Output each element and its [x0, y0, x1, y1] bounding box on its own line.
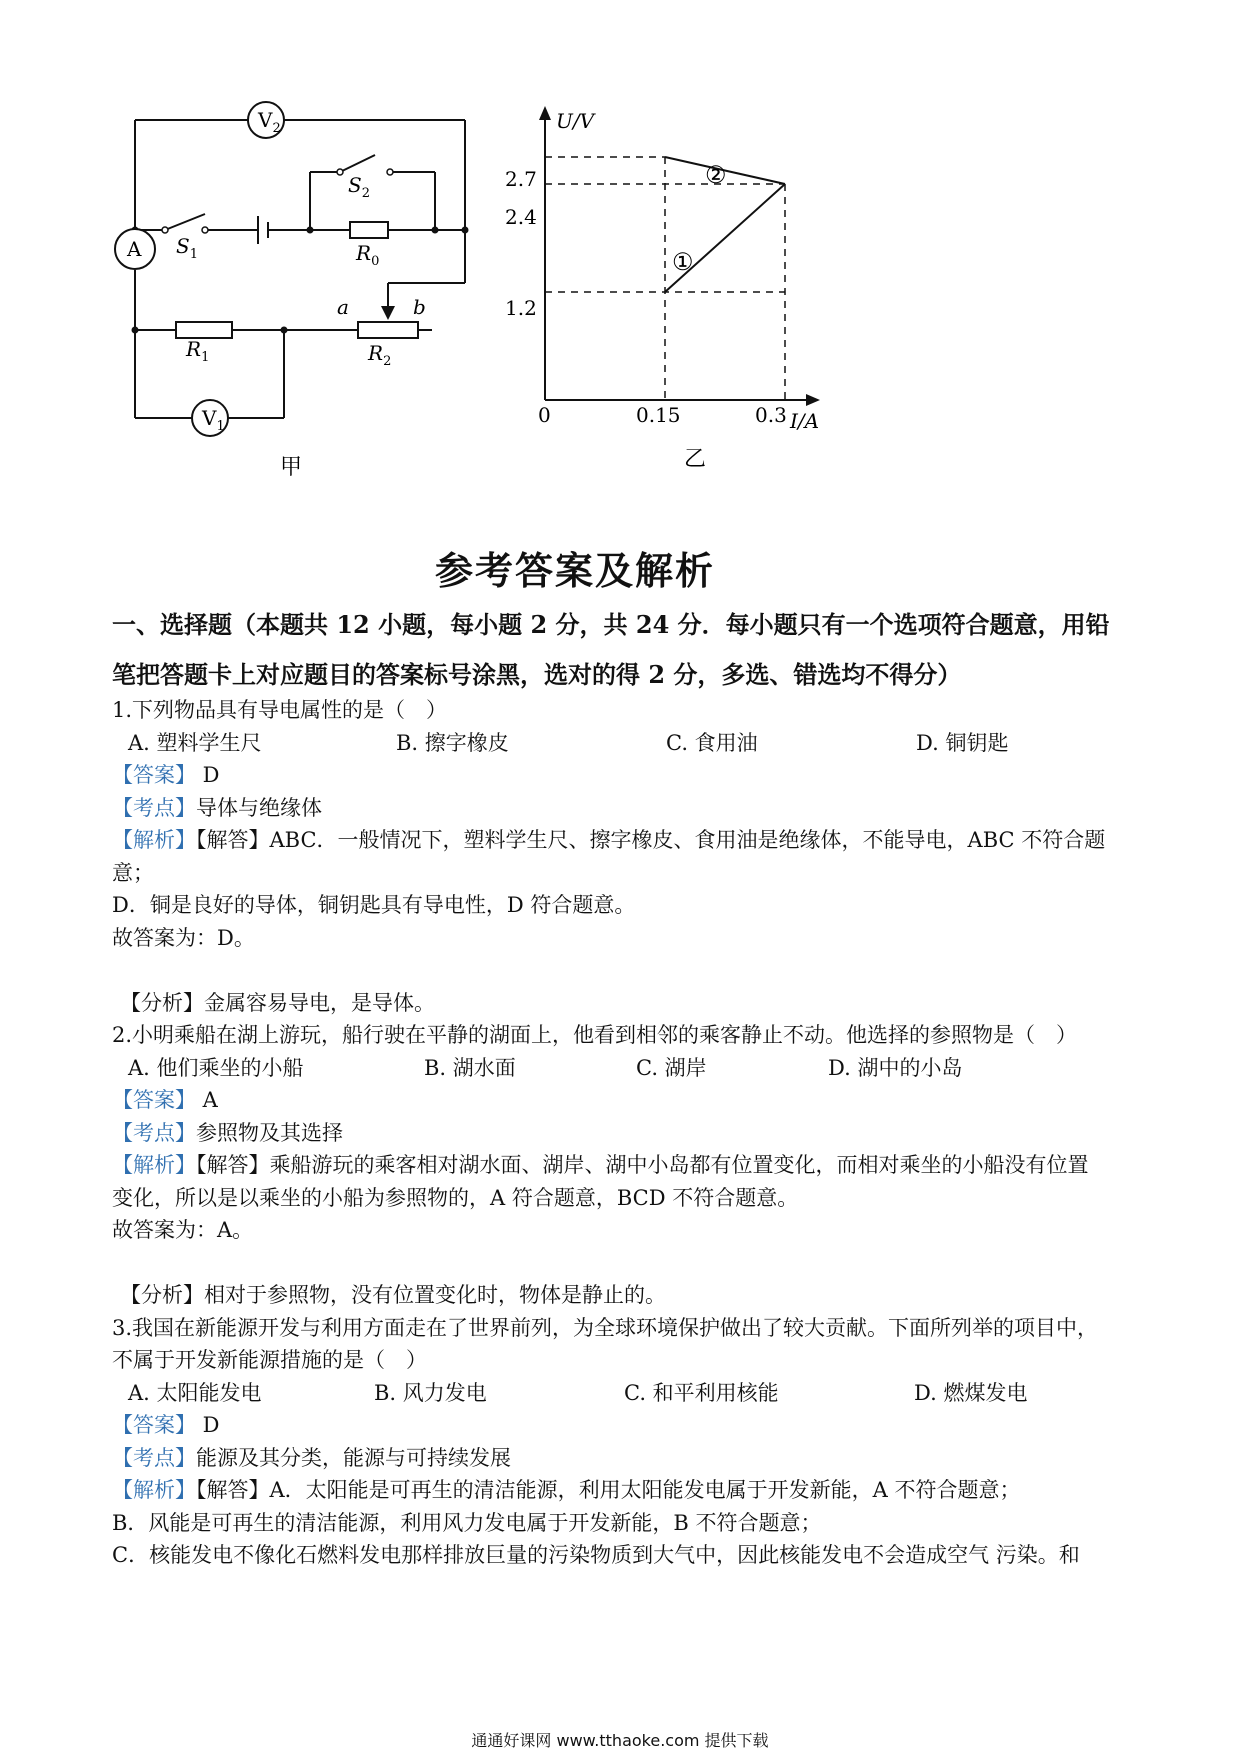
spacer [112, 954, 1132, 987]
conclusion-line: 故答案为：A。 [112, 1218, 254, 1242]
junction-dot [281, 327, 288, 334]
section-heading-line: 一、选择题（本题共 12 小题，每小题 2 分，共 24 分．每小题只有一个选项符合题意，用铅 [112, 610, 1110, 639]
answer-value: A [196, 1088, 218, 1112]
question-2-stem: 2.小明乘船在湖上游玩，船行驶在平静的湖面上，他看到相邻的乘客静止不动。他选择的参照物是（ ） [112, 1023, 1078, 1047]
switch-s1-contact [202, 227, 208, 233]
resistor-r2 [358, 322, 418, 338]
fenxi-line: 【分析】金属容易导电，是导体。 [120, 990, 435, 1015]
r1-label: $R_1$ [186, 337, 210, 365]
point-value: 参照物及其选择 [196, 1120, 343, 1145]
question-2-point [112, 1117, 1132, 1150]
question-1-analysis [112, 824, 1132, 857]
analysis-line: 变化，所以是以乘坐的小船为参照物的，A 符合题意，BCD 不符合题意。 [112, 1185, 799, 1210]
y-axis-label: U/V [556, 109, 595, 133]
switch-s2-contact [387, 169, 393, 175]
option-c: C. 湖岸 [636, 1055, 707, 1080]
option-b: B. 湖水面 [424, 1055, 516, 1080]
v2-label: $V_2$ [258, 108, 281, 136]
r2-label: $R_2$ [368, 341, 392, 369]
circuit-diagram [135, 120, 465, 418]
spacer [112, 1247, 1132, 1280]
resistor-r0 [350, 222, 388, 238]
question-3-answer [112, 1409, 1132, 1442]
resistor-r1 [176, 322, 232, 338]
junction-dot [132, 327, 139, 334]
answer-tag: 【答案】 [112, 763, 196, 787]
junction-dot [307, 227, 314, 234]
question-2-options [112, 1052, 1132, 1085]
option-d: D. 铜钥匙 [916, 730, 1009, 755]
r0-label: $R_0$ [356, 241, 380, 269]
series-label-2: ② [705, 161, 727, 189]
series-label-1: ① [672, 248, 694, 276]
conclusion-line: 故答案为：D。 [112, 925, 255, 950]
analysis-text: 【解答】ABC．一般情况下，塑料学生尺、擦字橡皮、食用油是绝缘体，不能导电，ABC 不符合题 [196, 828, 1106, 852]
x-tick-label: 0.3 [755, 403, 787, 427]
analysis-tag: 【解析】 [112, 1478, 196, 1502]
option-a: A. 太阳能发电 [128, 1380, 262, 1405]
y-axis-arrow [539, 106, 551, 120]
answer-content [112, 694, 1132, 1572]
option-c: C. 食用油 [666, 730, 758, 755]
option-a: A. 他们乘坐的小船 [128, 1055, 304, 1080]
point-tag: 【考点】 [112, 1445, 196, 1470]
caption-jia: 甲 [280, 455, 303, 480]
switch-s1-contact [162, 227, 168, 233]
point-value: 能源及其分类，能源与可持续发展 [196, 1445, 511, 1470]
point-tag: 【考点】 [112, 795, 196, 820]
junction-dot [432, 227, 439, 234]
s2-label: $S_2$ [348, 173, 370, 201]
option-a: A. 塑料学生尺 [128, 730, 262, 755]
analysis-line: D．铜是良好的导体，铜钥匙具有导电性，D 符合题意。 [112, 893, 636, 917]
y-tick-label: 1.2 [505, 296, 537, 320]
answer-value: D [196, 763, 220, 787]
ammeter-label: A [127, 237, 142, 261]
question-2-answer [112, 1084, 1132, 1117]
v1-label: $V_1$ [202, 406, 225, 434]
analysis-tag: 【解析】 [112, 1153, 196, 1177]
answer-tag: 【答案】 [112, 1413, 196, 1437]
page-footer: 通通好课网 www.tthaoke.com 提供下载 [471, 1731, 769, 1750]
question-1-options [112, 727, 1132, 760]
section-heading [112, 600, 1122, 700]
y-tick-label: 2.7 [505, 167, 537, 191]
option-b: B. 风力发电 [374, 1380, 487, 1405]
point-tag: 【考点】 [112, 1120, 196, 1145]
terminal-a-label: a [337, 295, 349, 319]
junction-dot [462, 227, 469, 234]
question-3-stem: 不属于开发新能源措施的是（ ） [112, 1348, 427, 1372]
origin-label: 0 [538, 403, 551, 427]
question-3-stem: 3.我国在新能源开发与利用方面走在了世界前列，为全球环境保护做出了较大贡献。下面所列举的项目中， [112, 1315, 1099, 1340]
y-tick-label: 2.4 [505, 205, 537, 229]
answer-value: D [196, 1413, 220, 1437]
question-1-point [112, 792, 1132, 825]
question-3-options [112, 1377, 1132, 1410]
fenxi-line: 【分析】相对于参照物，没有位置变化时，物体是静止的。 [120, 1283, 666, 1307]
analysis-text: 【解答】A．太阳能是可再生的清洁能源，利用太阳能发电属于开发新能，A 不符合题意； [196, 1478, 1021, 1502]
figures [0, 0, 1240, 490]
analysis-line: 意； [112, 860, 154, 885]
section-heading-line: 笔把答题卡上对应题目的答案标号涂黑，选对的得 2 分，多选、错选均不得分） [112, 660, 962, 689]
question-1-stem: 1.下列物品具有导电属性的是（ ） [112, 698, 448, 722]
x-tick-label: 0.15 [636, 403, 681, 427]
s1-label: $S_1$ [176, 234, 198, 262]
analysis-line: C．核能发电不像化石燃料发电那样排放巨量的污染物质到大气中，因此核能发电不会造成空气 污染。和 [112, 1543, 1080, 1567]
page-title: 参考答案及解析 [434, 548, 715, 593]
terminal-b-label: b [413, 295, 426, 319]
x-axis-arrow [806, 394, 820, 406]
question-3-point [112, 1442, 1132, 1475]
figures-svg [0, 0, 1240, 490]
question-3-analysis [112, 1474, 1132, 1507]
guide-lines [545, 157, 785, 400]
analysis-line: B．风能是可再生的清洁能源，利用风力发电属于开发新能，B 不符合题意； [112, 1510, 822, 1535]
option-d: D. 湖中的小岛 [828, 1055, 963, 1080]
option-c: C. 和平利用核能 [624, 1380, 779, 1405]
analysis-text: 【解答】乘船游玩的乘客相对湖水面、湖岸、湖中小岛都有位置变化，而相对乘坐的小船没有位置 [196, 1153, 1089, 1177]
analysis-tag: 【解析】 [112, 828, 196, 852]
caption-yi: 乙 [684, 447, 707, 472]
question-1-answer [112, 759, 1132, 792]
point-value: 导体与绝缘体 [196, 795, 322, 820]
question-2-analysis [112, 1149, 1132, 1182]
switch-s2-contact [337, 169, 343, 175]
graph [505, 106, 820, 472]
option-d: D. 燃煤发电 [914, 1380, 1028, 1405]
answer-tag: 【答案】 [112, 1088, 196, 1112]
slider-arrow [381, 306, 395, 320]
option-b: B. 擦字橡皮 [396, 730, 509, 755]
x-axis-label: I/A [790, 409, 820, 433]
